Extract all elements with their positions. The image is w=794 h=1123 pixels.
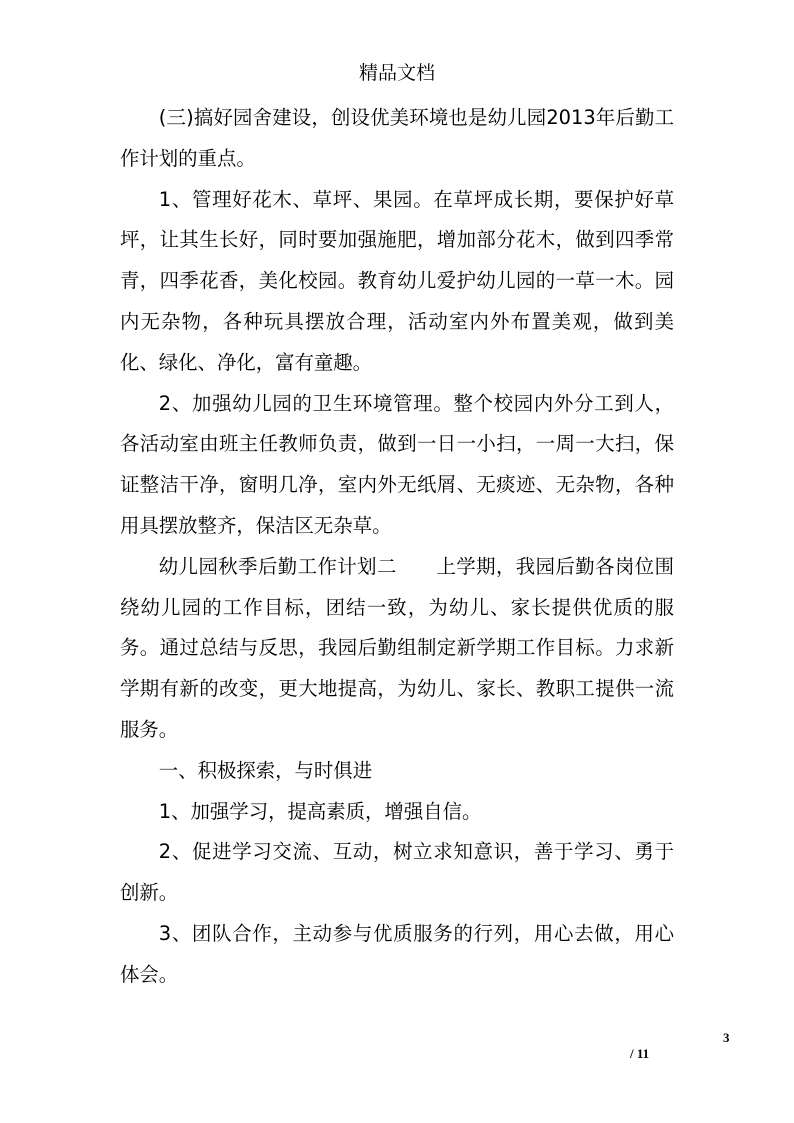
paragraph-item-study: 1、加强学习，提高素质，增强自信。 xyxy=(158,799,482,823)
paragraph-item-teamwork: 3、团队合作，主动参与优质服务的行列，用心去做，用心体会。 xyxy=(120,921,674,986)
page-total: / 11 xyxy=(630,1046,650,1061)
page-number: 3 xyxy=(723,1030,730,1045)
document-header-title: 精品文档 xyxy=(358,62,435,84)
paragraph-autumn-plan-two: 幼儿园秋季后勤工作计划二 上学期，我园后勤各岗位围绕幼儿园的工作目标，团结一致，为幼儿、家长提供优质的服务。通过总结与反思，我园后勤组制定新学期工作目标。力求新学期有新的改变，更大地提高，为幼儿、家长、教职工提供一流服务。 xyxy=(120,554,674,741)
paragraph-item-exchange: 2、促进学习交流、互动，树立求知意识，善于学习、勇于创新。 xyxy=(120,840,674,905)
paragraph-campus-construction: (三)搞好园舍建设，创设优美环境也是幼儿园2013年后勤工作计划的重点。 xyxy=(120,106,674,170)
paragraph-section-heading: 一、积极探索，与时俱进 xyxy=(158,758,373,782)
paragraph-manage-plants: 1、管理好花木、草坪、果园。在草坪成长期，要保护好草坪，让其生长好，同时要加强施肥，增加部分花木，做到四季常青，四季花香，美化校园。教育幼儿爱护幼儿园的一草一木。园内无杂物，各种玩具摆放合理，活动室内外布置美观，做到美化、绿化、净化，富有童趣。 xyxy=(120,187,674,374)
document-body xyxy=(120,98,674,996)
paragraph-hygiene-management: 2、加强幼儿园的卫生环境管理。整个校园内外分工到人，各活动室由班主任教师负责，做到一日一小扫，一周一大扫，保证整洁干净，窗明几净，室内外无纸屑、无痰迹、无杂物，各种用具摆放整齐，保洁区无杂草。 xyxy=(120,391,674,537)
